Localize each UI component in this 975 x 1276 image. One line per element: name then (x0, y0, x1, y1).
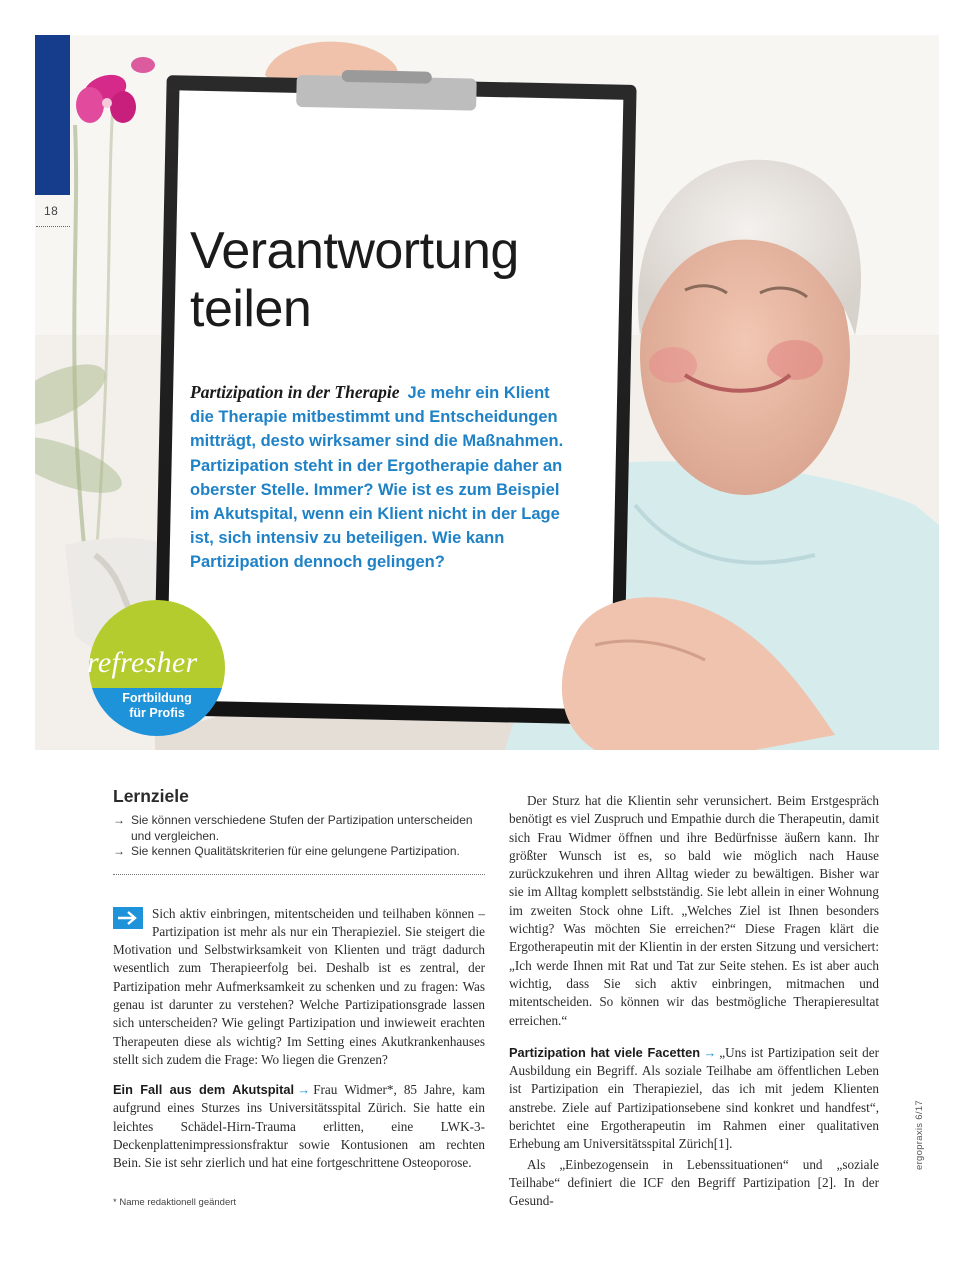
title-line-1: Verantwortung (190, 222, 519, 280)
icf-paragraph: Als „Einbezogensein in Lebenssituationen“ und „soziale Teilhabe“ definiert die ICF den Begriff Partizipation [2]. In der Gesund- (509, 1156, 879, 1209)
badge-line-2: für Profis (129, 706, 185, 720)
arrow-icon: → (297, 1082, 311, 1098)
case-paragraph (113, 1081, 485, 1172)
intro-text: Sich aktiv einbringen, mitentscheiden und teilhaben können – Partizipation ist mehr als nur ein Therapieziel. Sie steigert die Motivation und Selbstwirksamkeit von Klienten und trägt dadurch wesentlich zum Therapieerfolg bei. Deshalb ist es zentral, der Partizipation mehr Aufmerksamkeit zu schenken und zu fragen: Was genau ist darunter zu verstehen? Welche Partizipationsgrade lassen sich unterscheiden? Wie gelingt Partizipation und inwieweit erachten Therapeuten diese als wichtig? Im Setting eines Akutkrankenhauses stellt sich zudem die Frage: Wo liegen die Grenzen? (113, 905, 485, 1067)
intro-arrow-icon (113, 907, 143, 929)
arrow-icon: → (113, 844, 125, 858)
learning-goal-item (113, 844, 485, 860)
accent-bar (35, 35, 70, 195)
learning-goals-divider (113, 874, 485, 875)
page-number: 18 (44, 204, 59, 218)
lede-kicker: Partizipation in der Therapie (190, 382, 400, 402)
footnote: * Name redaktionell geändert (113, 1197, 237, 1208)
right-column (509, 792, 879, 1211)
article-lede (190, 380, 570, 575)
facets-heading: Partizipation hat viele Facetten (509, 1044, 701, 1060)
facets-text: „Uns ist Partizipation seit der Ausbildung ein Begriff. Als soziale Teilhabe am öffentlichen Leben ist Partizipation ein Therapieziel, das ich mit jedem Klienten anstrebe. Ziele auf Partizipationsebene sind konkret und handfest“, berichtet eine Ergotherapeutin im Rahmen einer qualitativen Erhebung am Universitätsspital Zürich[1]. (509, 1044, 879, 1152)
learning-goal-text: Sie können verschiedene Stufen der Partizipation unterscheiden und vergleichen. (131, 813, 473, 843)
journal-issue: ergopraxis 6/17 (914, 1100, 925, 1170)
badge-word: refresher (87, 646, 198, 679)
learning-goal-item (113, 813, 485, 844)
arrow-icon: → (113, 813, 125, 827)
learning-goal-text: Sie kennen Qualitätskriterien für eine gelungene Partizipation. (131, 844, 460, 858)
case-text: Frau Widmer*, 85 Jahre, kam aufgrund eines Sturzes ins Universitätsspital Zürich. Sie hatte ein leichtes Schädel-Hirn-Trauma erlitten, eine LWK-3-Deckenplattenimpressionsfraktur sowie Kontusionen am rechten Bein. Sie ist sehr zierlich und hat eine fortgeschrittene Osteoporose. (113, 1082, 485, 1171)
article-title (190, 222, 519, 338)
learning-goals-list (113, 813, 485, 860)
arrow-icon: → (703, 1044, 717, 1060)
left-column (113, 786, 485, 1173)
facets-paragraph (509, 1044, 879, 1154)
page-number-divider (36, 226, 70, 227)
badge-line-1: Fortbildung (122, 691, 192, 705)
fall-paragraph: Der Sturz hat die Klientin sehr verunsichert. Beim Erstgespräch benötigt es viel Zuspruch und Empathie durch die Therapeutin, damit sich Frau Widmer öffnen und ihre Bedürfnisse äußern kann. Ihr größter Wunsch ist es, so bald wie möglich nach Hause zurückzukehren und ihren Alltag wieder zu bewältigen. Bisher war sie im Alltag komplett selbstständig. Sie lebt allein in einer Wohnung im zweiten Stock ohne Lift. „Welches Ziel ist Ihnen besonders wichtig? Was möchten Sie erreichen?“ Diese Fragen klärt die Ergotherapeutin mit der Klientin in der ersten Sitzung und versichert: „Ich werde Ihnen mit Rat und Tat zur Seite stehen. Es ist aber auch wichtig, dass Sie sich aktiv einbringen, mitmachen und mitentscheiden. So können wir das bestmögliche Therapieresultat erreichen.“ (509, 793, 879, 1028)
case-heading: Ein Fall aus dem Akutspital (113, 1082, 295, 1098)
title-line-2: teilen (190, 280, 312, 338)
lede-text: Je mehr ein Klient die Therapie mitbestimmt und Entscheidungen mitträgt, desto wirksamer sind die Maßnahmen. Partizipation steht in der Ergotherapie daher an oberster Stelle. Immer? Wie ist es zum Beispiel im Akutspital, wenn ein Klient nicht in der Lage ist, sich intensiv zu beteiligen. Wie kann Partizipation dennoch gelingen? (190, 384, 564, 572)
learning-goals-heading: Lernziele (113, 786, 189, 806)
intro-paragraph (113, 905, 485, 1070)
